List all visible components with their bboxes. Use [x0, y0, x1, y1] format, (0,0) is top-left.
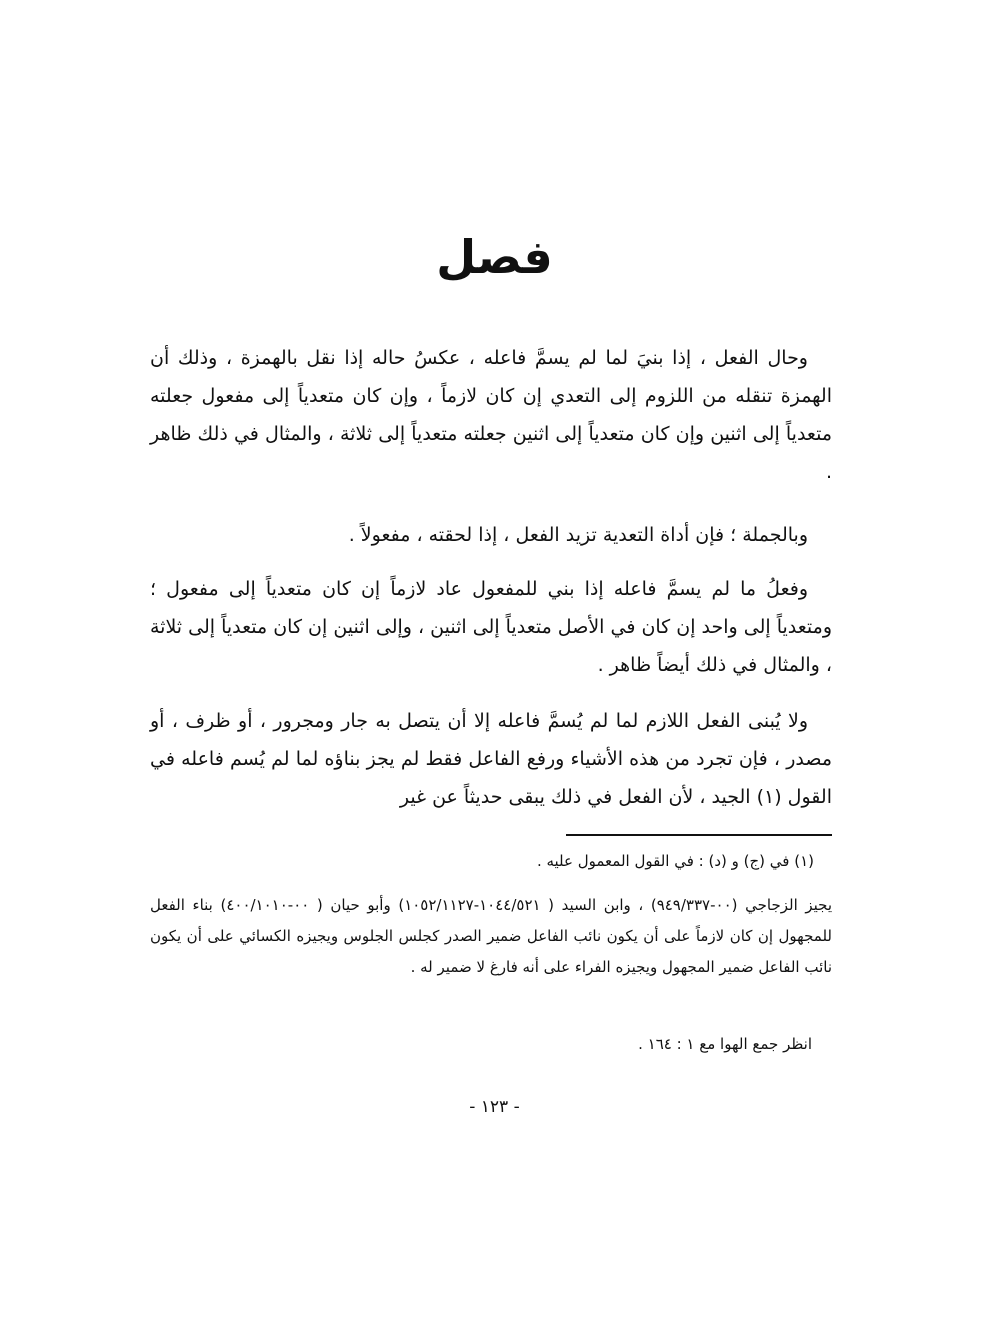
body-paragraph: [150, 516, 832, 554]
footnote-divider: [566, 834, 832, 836]
footnote: [150, 1029, 832, 1060]
body-paragraph: [150, 339, 832, 491]
chapter-heading: فصل: [436, 230, 553, 284]
footnote-text: يجيز الزجاجي (٠٠-٩٤٩/٣٣٧) ، وابن السيد ( ١٠٤٤/٥٢١-١٠٥٢/١١٢٧) وأبو حيان ( ٠٠-٤٠٠/١٠١٠) بناء الفعل للمجهول إن كان لازماً على أن يكون نائب الفاعل ضمير الصدر كجلس الجلوس ويجيزه الكسائي على أن يكون نائب الفاعل ضمير المجهول ويجيزه الفراء على أنه فارغ لا ضمير له .: [150, 896, 832, 976]
footnote: [150, 846, 832, 877]
paragraph-text: وفعلُ ما لم يسمَّ فاعله إذا بني للمفعول عاد لازماً إن كان متعدياً إلى مفعول ؛ ومتعدياً إلى واحد إن كان في الأصل متعدياً إلى اثنين ، وإلى اثنين إن كان متعدياً إلى ثلاثة ، والمثال في ذلك أيضاً ظاهر .: [149, 578, 832, 676]
page-number: - ١٢٣ -: [469, 1097, 520, 1117]
footnote-text: انظر جمع الهوا مع ١ : ١٦٤ .: [638, 1035, 812, 1053]
paragraph-text: وحال الفعل ، إذا بنيَ لما لم يسمَّ فاعله ، عكسُ حاله إذا نقل بالهمزة ، وذلك أن الهمزة تنقله من اللزوم إلى التعدي إن كان لازماً ، وإن كان متعدياً إلى مفعول جعلته متعدياً إلى اثنين وإن كان متعدياً إلى اثنين جعلته متعدياً إلى ثلاثة ، والمثال في ذلك ظاهر .: [150, 347, 832, 483]
paragraph-text: ولا يُبنى الفعل اللازم لما لم يُسمَّ فاعله إلا أن يتصل به جار ومجرور ، أو ظرف ، أو مصدر ، فإن تجرد من هذه الأشياء ورفع الفاعل فقط لم يجز بناؤه لما لم يُسم فاعله في القول (١) الجيد ، لأن الفعل في ذلك يبقى حديثاً عن غير: [150, 710, 832, 808]
paragraph-text: وبالجملة ؛ فإن أداة التعدية تزيد الفعل ، إذا لحقته ، مفعولاً .: [348, 524, 808, 546]
footnote-text: (١) في (ج) و (د) : في القول المعمول عليه .: [536, 852, 814, 870]
body-paragraph: [150, 702, 832, 816]
footnote: [150, 890, 832, 983]
body-paragraph: [150, 570, 832, 684]
